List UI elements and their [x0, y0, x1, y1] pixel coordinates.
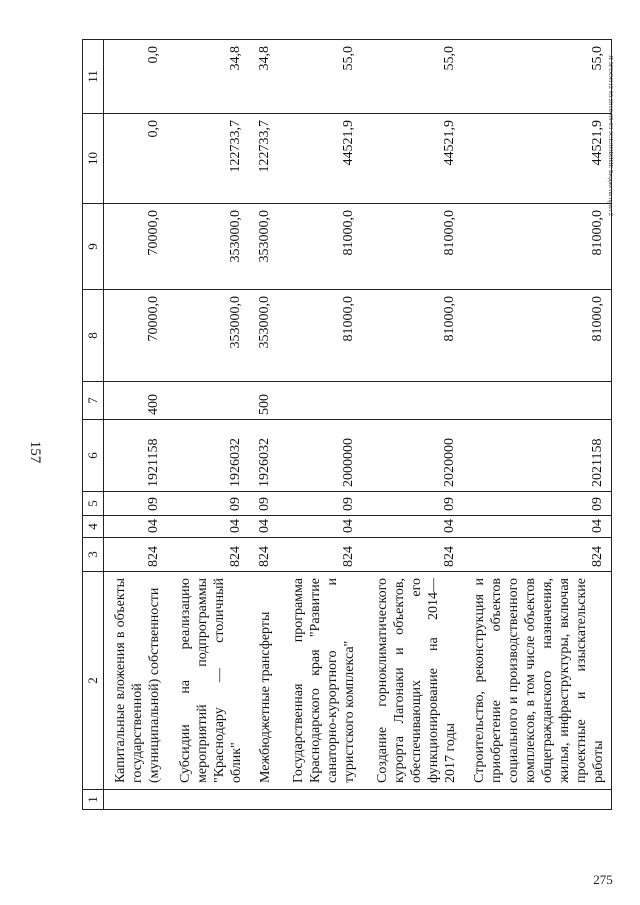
cell-col-5: 09: [104, 492, 168, 516]
cell-col-7: [362, 382, 463, 420]
column-header-6: 6: [83, 420, 104, 492]
cell-col-7: [278, 382, 362, 420]
cell-description: Строительство, реконструкция и приобретение объектов социального и производственного комплексов, в том числе объектов общегражданского назначения, жилья, инфраструктуры, включая проектные и изыскательские работы: [463, 572, 612, 790]
cell-col-4: 04: [278, 516, 362, 538]
cell-col-8: 81000,0: [278, 290, 362, 382]
cell-col-11: 34,8: [167, 40, 249, 114]
cell-col-5: 09: [167, 492, 249, 516]
column-header-11: 11: [83, 40, 104, 114]
cell-col-6: 2021158: [463, 420, 612, 492]
cell-col-7: 500: [249, 382, 278, 420]
cell-col-8: 81000,0: [463, 290, 612, 382]
cell-col-7: 400: [104, 382, 168, 420]
cell-col-9: 81000,0: [362, 204, 463, 290]
column-header-8: 8: [83, 290, 104, 382]
column-header-10: 10: [83, 114, 104, 204]
cell-col-10: 44521,9: [463, 114, 612, 204]
cell-col-8: 70000,0: [104, 290, 168, 382]
budget-table-frame: [82, 40, 612, 810]
cell-col-3: 824: [249, 538, 278, 572]
cell-col-9: 353000,0: [167, 204, 249, 290]
cell-col-5: 09: [249, 492, 278, 516]
cell-col-4: 04: [167, 516, 249, 538]
cell-col-1: [278, 790, 362, 810]
cell-col-10: 44521,9: [278, 114, 362, 204]
cell-col-11: 0,0: [104, 40, 168, 114]
cell-col-6: 2000000: [278, 420, 362, 492]
cell-col-4: 04: [249, 516, 278, 538]
cell-col-6: 1921158: [104, 420, 168, 492]
cell-col-5: 09: [278, 492, 362, 516]
table-body: [104, 40, 612, 810]
cell-col-3: 824: [167, 538, 249, 572]
cell-col-3: 824: [463, 538, 612, 572]
cell-col-6: 2020000: [362, 420, 463, 492]
cell-col-10: 122733,7: [249, 114, 278, 204]
cell-description: Субсидии на реализацию мероприятий подпрограммы "Краснодару — столичный облик": [167, 572, 249, 790]
cell-col-1: [249, 790, 278, 810]
cell-col-6: 1926032: [249, 420, 278, 492]
cell-description: Государственная программа Краснодарского края "Развитие санаторно-курортного и туристского комплекса": [278, 572, 362, 790]
cell-col-4: 04: [463, 516, 612, 538]
cell-col-9: 81000,0: [463, 204, 612, 290]
cell-col-7: [167, 382, 249, 420]
cell-col-11: 34,8: [249, 40, 278, 114]
cell-col-11: 55,0: [463, 40, 612, 114]
column-header-9: 9: [83, 204, 104, 290]
table-row: [278, 40, 362, 810]
cell-col-8: 353000,0: [249, 290, 278, 382]
cell-col-1: [104, 790, 168, 810]
cell-col-9: 81000,0: [278, 204, 362, 290]
column-header-3: 3: [83, 538, 104, 572]
table-row: [463, 40, 612, 810]
cell-col-8: 81000,0: [362, 290, 463, 382]
cell-description: Межбюджетные трансферты: [249, 572, 278, 790]
column-header-1: 1: [83, 790, 104, 810]
sheet-number: 275: [593, 872, 613, 887]
cell-col-5: 09: [362, 492, 463, 516]
cell-col-3: 824: [104, 538, 168, 572]
table-row: [362, 40, 463, 810]
cell-col-10: 122733,7: [167, 114, 249, 204]
table-row: [104, 40, 168, 810]
cell-col-6: 1926032: [167, 420, 249, 492]
page-number: 157: [27, 440, 43, 464]
cell-col-7: [463, 382, 612, 420]
budget-table: [82, 39, 612, 810]
cell-col-5: 09: [463, 492, 612, 516]
cell-description: Создание горноклиматического курорта Лагонаки и объектов, обеспечивающих его функционирование на 2014—2017 годы: [362, 572, 463, 790]
column-number-row: [83, 40, 104, 810]
cell-col-10: 44521,9: [362, 114, 463, 204]
table-row: [167, 40, 249, 810]
column-header-4: 4: [83, 516, 104, 538]
cell-col-9: 70000,0: [104, 204, 168, 290]
cell-col-1: [463, 790, 612, 810]
cell-col-4: 04: [362, 516, 463, 538]
cell-col-3: 824: [278, 538, 362, 572]
cell-col-9: 353000,0: [249, 204, 278, 290]
cell-col-11: 55,0: [278, 40, 362, 114]
column-header-7: 7: [83, 382, 104, 420]
cell-col-11: 55,0: [362, 40, 463, 114]
cell-col-1: [167, 790, 249, 810]
column-header-5: 5: [83, 492, 104, 516]
cell-col-1: [362, 790, 463, 810]
cell-col-4: 04: [104, 516, 168, 538]
column-header-2: 2: [83, 572, 104, 790]
cell-col-3: 824: [362, 538, 463, 572]
table-row: [249, 40, 278, 810]
cell-description: Капитальные вложения в объекты государственной (муниципальной) собственности: [104, 572, 168, 790]
cell-col-8: 353000,0: [167, 290, 249, 382]
cell-col-10: 0,0: [104, 114, 168, 204]
footer-code-text: JI 3ГООО12 95 2016-09-03 ЗСЕЛОБНИЕ Бюджеты прил 2: [607, 55, 614, 217]
